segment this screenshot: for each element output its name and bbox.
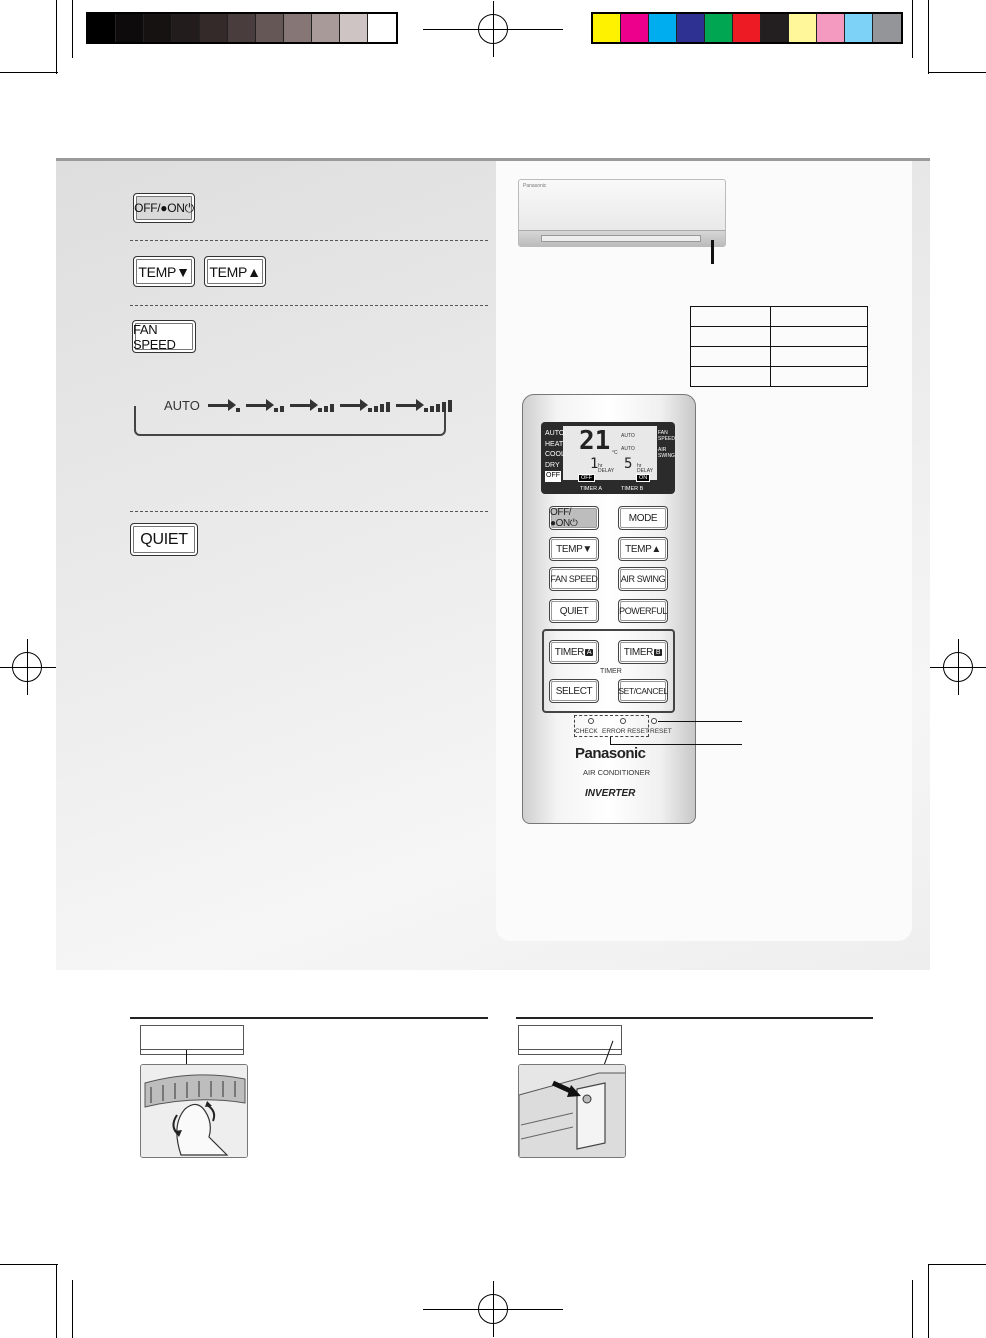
lcd-timer-b-value: 5 <box>624 456 633 472</box>
remote-mode-button[interactable]: MODE <box>618 506 668 530</box>
indoor-unit-brand: Panasonic <box>523 183 547 189</box>
quiet-key-icon: QUIET <box>130 523 198 556</box>
divider <box>130 240 488 241</box>
remote-temp-down-button[interactable]: TEMP▼ <box>549 537 599 561</box>
lcd-auto-top: AUTO <box>621 433 635 439</box>
receiver-pointer <box>711 240 714 264</box>
reset-label: RESET <box>650 728 672 735</box>
color-swatch <box>144 14 172 42</box>
inverter-logo: INVERTER <box>585 788 636 799</box>
grayscale-color-bar <box>86 12 398 44</box>
offon-key-icon: OFF/●ON⏻ <box>133 193 195 223</box>
remote-timer-a-button[interactable] <box>549 640 599 664</box>
press-button-icon <box>519 1065 626 1158</box>
remote-brand-logo: Panasonic <box>575 745 646 762</box>
temp-down-key-icon: TEMP▼ <box>133 256 195 287</box>
crop-mark <box>928 0 929 74</box>
divider <box>130 305 488 306</box>
indoor-unit-illustration <box>518 179 726 247</box>
remote-quiet-button[interactable]: QUIET <box>549 599 599 623</box>
filter-cleaning-photo <box>140 1064 248 1158</box>
unit-thumbnail-left <box>140 1025 244 1055</box>
color-swatch <box>312 14 340 42</box>
info-table <box>690 306 868 387</box>
lcd-unit: °C <box>612 450 618 456</box>
timer-a-text: TIMER <box>554 646 584 658</box>
sequence-arrow-icon <box>246 404 268 407</box>
lcd-mode-list <box>545 429 565 482</box>
lcd-mode-item: HEAT <box>545 440 564 448</box>
check-hole[interactable] <box>588 718 594 724</box>
lcd-mode-item: OFF <box>545 471 561 482</box>
fan-speed-key-icon: FAN SPEED <box>132 320 196 353</box>
registration-mark-top <box>478 14 508 44</box>
sequence-arrow-icon <box>208 404 230 407</box>
lcd-timer-b-label: TIMER B <box>621 486 644 492</box>
lcd-off-chip: OFF <box>578 474 595 482</box>
remote-timer-b-button[interactable] <box>618 640 668 664</box>
table-row <box>691 347 868 367</box>
color-swatch <box>172 14 200 42</box>
lcd-hr-delay-a: hr DELAY <box>598 463 615 474</box>
color-swatch <box>621 14 649 42</box>
color-swatch <box>845 14 873 42</box>
lcd-timer-a-label: TIMER A <box>580 486 603 492</box>
lcd-air-swing-label: AIR SWING <box>658 447 675 459</box>
crop-mark <box>0 1264 58 1265</box>
remote-select-button[interactable]: SELECT <box>549 679 599 703</box>
crop-mark <box>928 1264 929 1338</box>
color-swatch <box>256 14 284 42</box>
remote-powerful-button[interactable]: POWERFUL <box>618 599 668 623</box>
lcd-mode-item: DRY <box>545 461 560 469</box>
error-reset-label: ERROR RESET <box>602 728 649 735</box>
lcd-timer-a-value: 1 <box>590 456 599 472</box>
color-swatch <box>649 14 677 42</box>
fan-level-bars-icon <box>236 400 240 412</box>
pointer-line-left <box>186 1050 187 1064</box>
color-swatch <box>593 14 621 42</box>
error-leader-vertical <box>610 737 611 744</box>
reset-hole[interactable] <box>651 718 657 724</box>
reset-leader-line <box>658 721 742 722</box>
color-swatch <box>817 14 845 42</box>
hand-filter-icon <box>141 1065 248 1158</box>
crop-mark <box>56 0 57 74</box>
registration-mark-right <box>943 652 973 682</box>
remote-air-swing-button[interactable]: AIR SWING <box>618 567 668 591</box>
crop-mark <box>72 1280 73 1338</box>
sequence-arrow-icon <box>340 404 362 407</box>
check-label: CHECK <box>575 728 598 735</box>
color-swatch <box>368 14 396 42</box>
crop-mark <box>912 0 913 58</box>
crop-mark <box>72 0 73 58</box>
lcd-temperature: 21 <box>579 426 611 456</box>
color-swatch <box>873 14 901 42</box>
fan-speed-sequence <box>134 394 446 436</box>
color-swatch <box>200 14 228 42</box>
registration-mark-bottom <box>478 1294 508 1324</box>
unit-thumbnail-right <box>518 1025 622 1055</box>
lcd-on-chip: ON <box>636 474 650 482</box>
timer-b-badge: B <box>655 648 661 656</box>
lcd-mode-item: AUTO <box>545 430 565 437</box>
color-swatch <box>88 14 116 42</box>
color-swatch <box>677 14 705 42</box>
registration-mark-left <box>12 652 42 682</box>
color-swatch <box>705 14 733 42</box>
section-rule-right <box>516 1017 873 1019</box>
fan-level-bars-icon <box>274 400 284 412</box>
table-row <box>691 307 868 327</box>
fan-level-bars-icon <box>424 400 452 412</box>
remote-fan-speed-button[interactable]: FAN SPEED <box>549 567 599 591</box>
remote-temp-up-button[interactable]: TEMP▲ <box>618 537 668 561</box>
color-swatch <box>228 14 256 42</box>
process-color-bar <box>591 12 903 44</box>
error-reset-hole[interactable] <box>620 718 626 724</box>
lcd-mode-item: COOL <box>545 451 565 458</box>
lcd-auto-mid: AUTO <box>621 446 635 452</box>
fan-level-bars-icon <box>368 400 390 412</box>
color-swatch <box>789 14 817 42</box>
remote-brand-subtitle: AIR CONDITIONER <box>583 768 651 777</box>
crop-mark <box>928 1264 986 1265</box>
color-swatch <box>284 14 312 42</box>
sequence-arrow-icon <box>290 404 312 407</box>
crop-mark <box>928 72 986 73</box>
timer-b-text: TIMER <box>623 646 653 658</box>
indoor-unit-vent <box>541 235 701 242</box>
panel-button-photo <box>518 1064 626 1158</box>
remote-set-cancel-button[interactable]: SET/CANCEL <box>618 679 668 703</box>
crop-mark <box>0 72 58 73</box>
remote-offon-button[interactable]: OFF/●ON⏻ <box>549 506 599 530</box>
section-rule-left <box>130 1017 488 1019</box>
crop-mark <box>912 1280 913 1338</box>
fan-auto-label: AUTO <box>164 398 200 413</box>
sequence-row <box>162 398 452 413</box>
timer-group-label: TIMER <box>600 668 622 675</box>
timer-a-badge: A <box>586 648 592 656</box>
lcd-hr-delay-b: hr DELAY <box>637 463 654 474</box>
table-row <box>691 327 868 347</box>
fan-level-bars-icon <box>318 400 334 412</box>
temp-up-key-icon: TEMP▲ <box>204 256 266 287</box>
sequence-arrow-icon <box>396 404 418 407</box>
divider <box>130 511 488 512</box>
color-swatch <box>733 14 761 42</box>
crop-mark <box>56 1264 57 1338</box>
lcd-fan-speed-label: FAN SPEED <box>658 430 675 442</box>
color-swatch <box>340 14 368 42</box>
color-swatch <box>116 14 144 42</box>
color-swatch <box>761 14 789 42</box>
table-row <box>691 367 868 387</box>
